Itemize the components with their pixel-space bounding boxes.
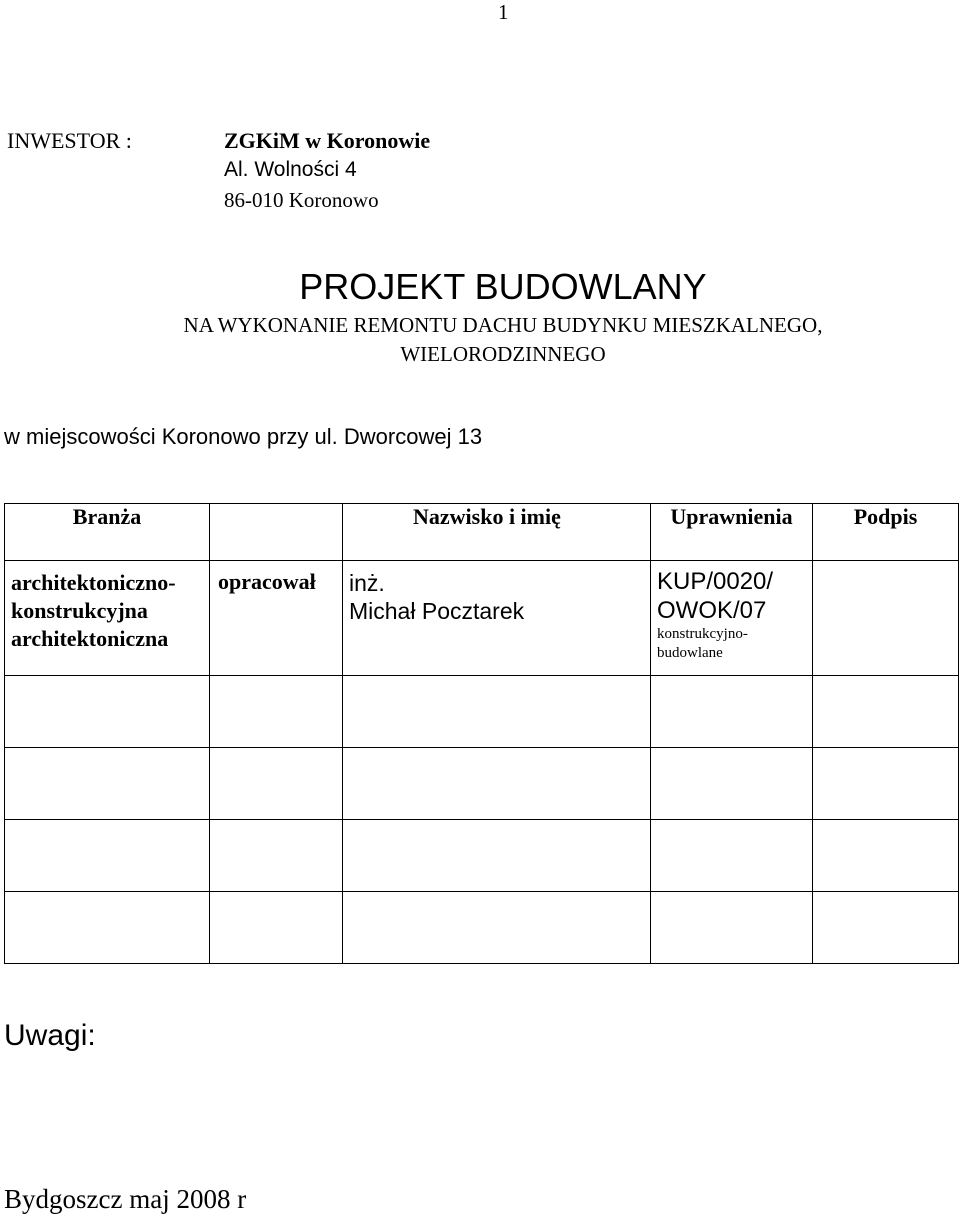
cell-uprawnienia <box>651 561 813 676</box>
header-function <box>210 504 343 561</box>
branza-line: architektoniczna <box>11 626 169 651</box>
header-uprawnienia: Uprawnienia <box>651 504 813 561</box>
empty-cell <box>651 676 813 748</box>
designer-table <box>4 503 959 964</box>
empty-cell <box>343 820 651 892</box>
place-date-footer: Bydgoszcz maj 2008 r <box>4 1184 247 1214</box>
table-row-empty <box>5 748 959 820</box>
table-row-empty <box>5 892 959 964</box>
branza-line: architektoniczno- <box>11 570 176 595</box>
investor-city: 86-010 Koronowo <box>224 188 379 212</box>
table-row-empty <box>5 676 959 748</box>
header-podpis: Podpis <box>813 504 959 561</box>
subtitle-line-1: NA WYKONANIE REMONTU DACHU BUDYNKU MIESZKALNEGO, <box>183 313 823 337</box>
empty-cell <box>813 820 959 892</box>
name-line: Michał Pocztarek <box>349 598 525 624</box>
empty-cell <box>210 748 343 820</box>
empty-cell <box>651 748 813 820</box>
branza-line: konstrukcyjna <box>11 598 148 623</box>
empty-cell <box>343 892 651 964</box>
empty-cell <box>5 676 210 748</box>
investor-street: Al. Wolności 4 <box>224 158 357 181</box>
uprawnienia-line: OWOK/07 <box>657 597 767 624</box>
table-row-empty <box>5 820 959 892</box>
page-number: 1 <box>498 0 509 24</box>
uprawnienia-line: KUP/0020/ <box>657 568 774 595</box>
header-branza: Branża <box>5 504 210 561</box>
cell-podpis <box>813 561 959 676</box>
empty-cell <box>5 820 210 892</box>
empty-cell <box>813 892 959 964</box>
document-title: PROJEKT BUDOWLANY <box>299 266 707 307</box>
uprawnienia-scope: konstrukcyjno- <box>657 626 748 642</box>
empty-cell <box>210 892 343 964</box>
cell-branza <box>5 561 210 676</box>
empty-cell <box>210 820 343 892</box>
empty-cell <box>651 820 813 892</box>
empty-cell <box>343 748 651 820</box>
cell-name <box>343 561 651 676</box>
location-line: w miejscowości Koronowo przy ul. Dworcowej 13 <box>4 424 483 449</box>
investor-name: ZGKiM w Koronowie <box>224 128 431 153</box>
empty-cell <box>813 676 959 748</box>
table-row <box>5 561 959 676</box>
table-header-row <box>5 504 959 561</box>
investor-label: INWESTOR : <box>7 128 132 153</box>
name-line: inż. <box>349 570 385 596</box>
cell-function: opracował <box>210 561 343 676</box>
subtitle-line-2: WIELORODZINNEGO <box>400 342 606 366</box>
empty-cell <box>343 676 651 748</box>
uprawnienia-scope: budowlane <box>657 645 723 661</box>
empty-cell <box>5 892 210 964</box>
empty-cell <box>813 748 959 820</box>
remarks-label: Uwagi: <box>4 1019 96 1052</box>
header-nazwisko: Nazwisko i imię <box>343 504 651 561</box>
empty-cell <box>210 676 343 748</box>
empty-cell <box>5 748 210 820</box>
empty-cell <box>651 892 813 964</box>
